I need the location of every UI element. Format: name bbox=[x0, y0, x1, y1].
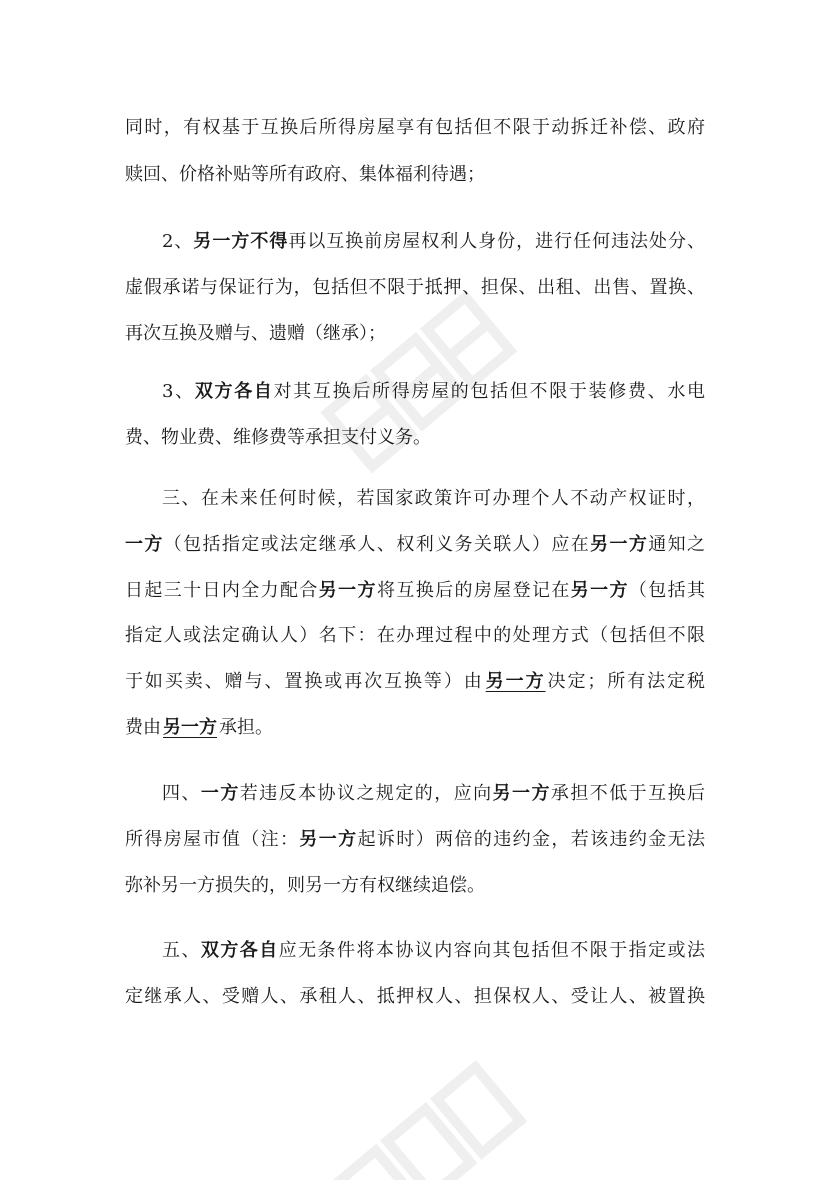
section-3-party-b: 另一方 bbox=[590, 534, 649, 555]
section-3-line-3-party-b: 另一方 bbox=[318, 580, 377, 601]
section-3-line-6 bbox=[125, 719, 273, 737]
section-4-line-2-party-b: 另一方 bbox=[299, 829, 358, 850]
section-3-line-6-text-b: 承担。 bbox=[219, 717, 273, 738]
section-4-party-b: 另一方 bbox=[492, 783, 551, 804]
section-4-number: 四、 bbox=[162, 783, 201, 804]
paragraph-continuation-line-2: 赎回、价格补贴等所有政府、集体福利待遇； bbox=[125, 164, 485, 185]
item-2-line-2: 虚假承诺与保证行为，包括但不限于抵押、担保、出租、出售、置换、 bbox=[125, 277, 705, 298]
section-3-underlined-party: 另一方 bbox=[485, 671, 546, 692]
section-4-line-3: 弥补另一方损失的，则另一方有权继续追偿。 bbox=[125, 875, 485, 896]
section-3-line-5-text-b: 决定；所有法定税 bbox=[547, 671, 706, 692]
section-4-line-1-text-a: 若违反本协议之规定的，应向 bbox=[239, 783, 493, 804]
item-2-line-3: 再次互换及赠与、遗赠（继承）； bbox=[125, 323, 386, 344]
section-3-line-2 bbox=[125, 536, 705, 554]
section-3-line-3 bbox=[125, 582, 705, 600]
section-4-line-2-text-a: 所得房屋市值（注： bbox=[125, 829, 300, 850]
section-5-line-2: 定继承人、受赠人、承租人、抵押权人、担保权人、受让人、被置换 bbox=[125, 986, 705, 1007]
item-3-number: 3、 bbox=[162, 381, 195, 402]
watermark-logo-icon-bottom bbox=[310, 1040, 540, 1180]
section-3-line-5-text-a: 于如买卖、赠与、置换或再次互换等）由 bbox=[125, 671, 484, 692]
item-3-line-1 bbox=[162, 383, 705, 401]
item-3-text: 对其互换后所得房屋的包括但不限于装修费、水电 bbox=[273, 381, 706, 402]
section-3-underlined-party-2: 另一方 bbox=[163, 717, 217, 738]
paragraph-continuation-line-1: 同时，有权基于互换后所得房屋享有包括但不限于动拆迁补偿、政府 bbox=[125, 117, 705, 138]
section-4-party-a: 一方 bbox=[200, 783, 240, 804]
section-3-line-1: 三、在未来任何时候，若国家政策许可办理个人不动产权证时， bbox=[162, 488, 705, 509]
item-3-line-2: 费、物业费、维修费等承担支付义务。 bbox=[125, 427, 431, 448]
section-5-line-1 bbox=[162, 942, 705, 960]
section-3-party-a: 一方 bbox=[125, 534, 164, 555]
section-3-line-3-text-c: （包括其 bbox=[628, 580, 706, 601]
section-3-line-4: 指定人或法定确认人）名下：在办理过程中的处理方式（包括但不限 bbox=[125, 625, 705, 646]
section-4-line-2-text-b: 起诉时）两倍的违约金，若该违约金无法 bbox=[357, 829, 706, 850]
section-4-line-1-text-b: 承担不低于互换后 bbox=[550, 783, 706, 804]
section-5-bold-term: 双方各自 bbox=[200, 940, 279, 961]
section-3-line-5 bbox=[125, 673, 705, 691]
section-3-line-6-text-a: 费由 bbox=[125, 717, 161, 738]
section-3-line-3-party-b-2: 另一方 bbox=[570, 580, 629, 601]
section-5-number: 五、 bbox=[162, 940, 201, 961]
item-2-text: 再以互换前房屋权利人身份，进行任何违法处分、 bbox=[288, 231, 706, 252]
item-3-bold-term: 双方各自 bbox=[194, 381, 274, 402]
item-2-bold-term: 另一方不得 bbox=[193, 231, 289, 252]
section-4-line-1 bbox=[162, 785, 705, 803]
section-5-line-1-text: 应无条件将本协议内容向其包括但不限于指定或法 bbox=[278, 940, 706, 961]
item-2-line-1 bbox=[162, 233, 705, 251]
section-3-line-3-text-b: 将互换后的房屋登记在 bbox=[376, 580, 571, 601]
item-2-number: 2、 bbox=[162, 231, 194, 252]
section-4-line-2 bbox=[125, 831, 705, 849]
section-3-line-2-text-a: （包括指定或法定继承人、权利义务关联人）应在 bbox=[163, 534, 591, 555]
section-3-line-3-text-a: 日起三十日内全力配合 bbox=[125, 580, 319, 601]
section-3-line-2-text-b: 通知之 bbox=[648, 534, 706, 555]
